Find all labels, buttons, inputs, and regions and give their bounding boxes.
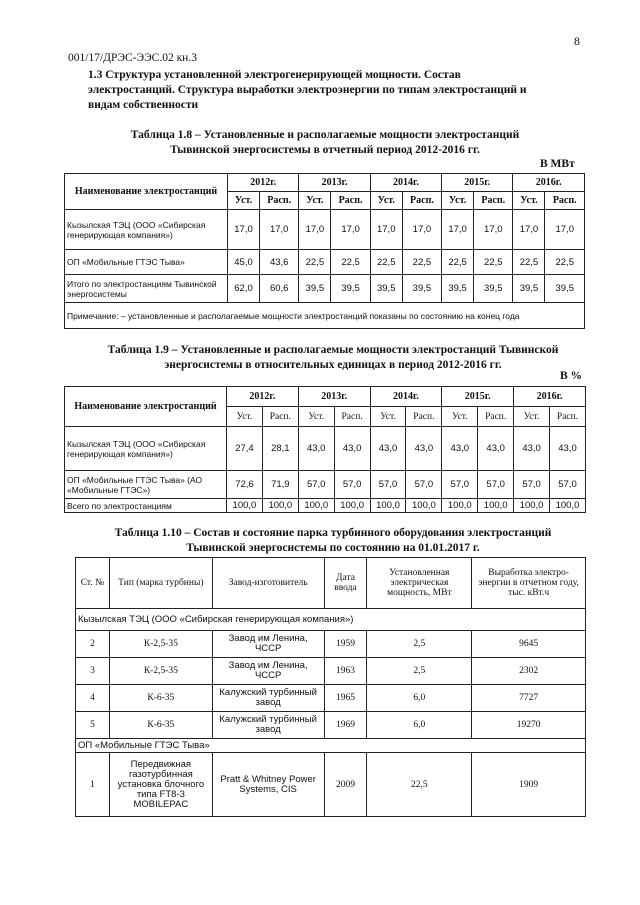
cell: 100,0 — [262, 499, 298, 513]
col-header-power: Установленная электрическая мощность, МВт — [367, 558, 472, 609]
cell: 22,5 — [545, 250, 585, 275]
cell: Pratt & Whitney Power Systems, CIS — [212, 753, 324, 817]
table-row — [76, 712, 586, 739]
cell: 43,0 — [442, 427, 478, 471]
cell: 43,0 — [298, 427, 334, 471]
cell: 43,0 — [550, 427, 586, 471]
cell: 57,0 — [406, 471, 442, 499]
table-1-9 — [64, 386, 586, 513]
cell: Завод им Ленина, ЧССР — [212, 658, 324, 685]
sub-header: Расп. — [334, 407, 370, 427]
cell: 43,6 — [260, 250, 299, 275]
cell: 100,0 — [370, 499, 406, 513]
sub-header: Уст. — [298, 407, 334, 427]
sub-header: Расп. — [406, 407, 442, 427]
sub-header: Расп. — [550, 407, 586, 427]
cell: 100,0 — [334, 499, 370, 513]
cell: К-6-35 — [109, 685, 212, 712]
cell: 1 — [76, 753, 110, 817]
name-header: Наименование электростанций — [65, 387, 227, 427]
cell: 17,0 — [402, 210, 441, 250]
caption-line: Тывинской энергосистемы по состоянию на 01.01.2017 г. — [186, 542, 480, 554]
cell: 4 — [76, 685, 110, 712]
cell: 57,0 — [334, 471, 370, 499]
cell: 17,0 — [228, 210, 260, 250]
cell: Передвижная газотурбинная установка блочного типа FT8-3 MOBILEPAC — [109, 753, 212, 817]
table-note: Примечание: – установленные и располагаемые мощности электростанций показаны по состоянию на конец года — [65, 303, 585, 329]
table-1-9-caption — [78, 343, 588, 373]
cell: Калужский турбинный завод — [212, 685, 324, 712]
page-number: 8 — [574, 34, 580, 48]
caption-line: Таблица 1.10 – Состав и состояние парка турбинного оборудования электростанций — [114, 527, 552, 539]
cell: 39,5 — [370, 275, 402, 303]
sub-header: Расп. — [331, 192, 370, 210]
cell: 17,0 — [260, 210, 299, 250]
year-header: 2016г. — [514, 387, 586, 407]
col-header-maker: Завод-изготовитель — [212, 558, 324, 609]
year-header: 2015г. — [442, 387, 514, 407]
cell: 22,5 — [367, 753, 472, 817]
cell: 39,5 — [513, 275, 545, 303]
cell: 57,0 — [370, 471, 406, 499]
sub-header: Уст. — [513, 192, 545, 210]
sub-header: Расп. — [260, 192, 299, 210]
cell: 17,0 — [299, 210, 331, 250]
sub-header: Уст. — [228, 192, 260, 210]
cell: 17,0 — [474, 210, 513, 250]
table-row — [76, 631, 586, 658]
table-1-8-caption — [100, 128, 550, 158]
col-header-date: Дата ввода — [324, 558, 367, 609]
cell: 71,9 — [262, 471, 298, 499]
cell: 100,0 — [478, 499, 514, 513]
cell: 43,0 — [406, 427, 442, 471]
year-header: 2014г. — [370, 174, 441, 192]
sub-header: Расп. — [545, 192, 585, 210]
sub-header: Уст. — [299, 192, 331, 210]
table-row — [65, 250, 585, 275]
cell: 22,5 — [474, 250, 513, 275]
cell: 27,4 — [227, 427, 263, 471]
cell: К-2,5-35 — [109, 658, 212, 685]
cell: 22,5 — [402, 250, 441, 275]
caption-line: Тывинской энергосистемы в отчетный период 2012-2016 гг. — [170, 144, 480, 156]
cell: 17,0 — [331, 210, 370, 250]
sub-header: Уст. — [370, 192, 402, 210]
cell: 28,1 — [262, 427, 298, 471]
year-header: 2016г. — [513, 174, 585, 192]
year-header: 2013г. — [299, 174, 370, 192]
sub-header: Уст. — [227, 407, 263, 427]
cell: 43,0 — [370, 427, 406, 471]
cell: 1965 — [324, 685, 367, 712]
cell: 6,0 — [367, 685, 472, 712]
cell: 45,0 — [228, 250, 260, 275]
sub-header: Уст. — [370, 407, 406, 427]
cell: 100,0 — [442, 499, 478, 513]
year-header: 2013г. — [298, 387, 370, 407]
cell: 22,5 — [331, 250, 370, 275]
station-name: Кызылская ТЭЦ (ООО «Сибирская генерирующая компания») — [65, 210, 228, 250]
cell: 2302 — [472, 658, 586, 685]
cell: 39,5 — [442, 275, 474, 303]
table-row — [65, 471, 586, 499]
cell: 100,0 — [227, 499, 263, 513]
cell: 62,0 — [228, 275, 260, 303]
cell: 17,0 — [442, 210, 474, 250]
year-header: 2014г. — [370, 387, 442, 407]
cell: Завод им Ленина, ЧССР — [212, 631, 324, 658]
group-header: ОП «Мобильные ГТЭС Тыва» — [76, 739, 586, 753]
cell: 1959 — [324, 631, 367, 658]
document-code: 001/17/ДРЭС-ЭЭС.02 кн.3 — [68, 52, 197, 64]
cell: 39,5 — [402, 275, 441, 303]
caption-line: энергосистемы в относительных единицах в период 2012-2016 гг. — [164, 359, 502, 371]
year-header: 2012г. — [227, 387, 299, 407]
cell: 19270 — [472, 712, 586, 739]
cell: 3 — [76, 658, 110, 685]
cell: 17,0 — [513, 210, 545, 250]
cell: 1963 — [324, 658, 367, 685]
cell: 22,5 — [513, 250, 545, 275]
cell: 57,0 — [550, 471, 586, 499]
station-name: ОП «Мобильные ГТЭС Тыва» (АО «Мобильные ГТЭС») — [65, 471, 227, 499]
cell: 39,5 — [474, 275, 513, 303]
cell: Калужский турбинный завод — [212, 712, 324, 739]
cell: 43,0 — [514, 427, 550, 471]
cell: 39,5 — [331, 275, 370, 303]
cell: 39,5 — [545, 275, 585, 303]
cell: 22,5 — [442, 250, 474, 275]
sub-header: Расп. — [262, 407, 298, 427]
cell: 22,5 — [370, 250, 402, 275]
year-header: 2015г. — [442, 174, 513, 192]
table-1-10-caption — [88, 526, 578, 556]
sub-header: Расп. — [402, 192, 441, 210]
caption-line: Таблица 1.9 – Установленные и располагаемые мощности электростанций Тывинской — [107, 344, 559, 356]
table-1-8 — [64, 173, 585, 329]
cell: 100,0 — [550, 499, 586, 513]
table-1-10 — [75, 557, 586, 817]
cell: 72,6 — [227, 471, 263, 499]
cell: 60,6 — [260, 275, 299, 303]
cell: 100,0 — [406, 499, 442, 513]
cell: 2,5 — [367, 658, 472, 685]
col-header-type: Тип (марка турбины) — [109, 558, 212, 609]
sub-header: Уст. — [442, 407, 478, 427]
table-row — [76, 658, 586, 685]
cell: 57,0 — [442, 471, 478, 499]
station-name: Итого по электростанциям Тывинской энергосистемы — [65, 275, 228, 303]
col-header-no: Ст. № — [76, 558, 110, 609]
cell: 17,0 — [545, 210, 585, 250]
station-name: Всего по электростанциям — [65, 499, 227, 513]
cell: 1909 — [472, 753, 586, 817]
cell: 43,0 — [478, 427, 514, 471]
cell: 6,0 — [367, 712, 472, 739]
caption-line: Таблица 1.8 – Установленные и располагаемые мощности электростанций — [130, 129, 520, 141]
cell: 2 — [76, 631, 110, 658]
table-1-9-unit: В % — [560, 370, 583, 382]
cell: 57,0 — [514, 471, 550, 499]
sub-header: Расп. — [474, 192, 513, 210]
section-title: 1.3 Структура установленной электрогенерирующей мощности. Состав электростанций. Структура выработки электроэнергии по типам электростанций и видам собственности — [88, 69, 527, 111]
cell: 2,5 — [367, 631, 472, 658]
cell: 5 — [76, 712, 110, 739]
table-1-8-unit: В МВт — [540, 158, 575, 170]
cell: 100,0 — [514, 499, 550, 513]
cell: К-6-35 — [109, 712, 212, 739]
cell: 22,5 — [299, 250, 331, 275]
cell: К-2,5-35 — [109, 631, 212, 658]
cell: 7727 — [472, 685, 586, 712]
name-header: Наименование электростанций — [65, 174, 228, 210]
table-row — [76, 753, 586, 817]
sub-header: Расп. — [478, 407, 514, 427]
sub-header: Уст. — [514, 407, 550, 427]
cell: 9645 — [472, 631, 586, 658]
cell: 1969 — [324, 712, 367, 739]
cell: 17,0 — [370, 210, 402, 250]
table-row — [76, 685, 586, 712]
table-row — [65, 427, 586, 471]
cell: 2009 — [324, 753, 367, 817]
year-header: 2012г. — [228, 174, 299, 192]
station-name: ОП «Мобильные ГТЭС Тыва» — [65, 250, 228, 275]
cell: 57,0 — [478, 471, 514, 499]
col-header-output: Выработка электро-энергии в отчетном году, тыс. кВт.ч — [472, 558, 586, 609]
cell: 57,0 — [298, 471, 334, 499]
cell: 39,5 — [299, 275, 331, 303]
cell: 43,0 — [334, 427, 370, 471]
group-header: Кызылская ТЭЦ (ООО «Сибирская генерирующая компания») — [76, 609, 586, 631]
table-row — [65, 210, 585, 250]
table-row — [65, 275, 585, 303]
table-row — [65, 499, 586, 513]
station-name: Кызылская ТЭЦ (ООО «Сибирская генерирующая компания») — [65, 427, 227, 471]
cell: 100,0 — [298, 499, 334, 513]
sub-header: Уст. — [442, 192, 474, 210]
